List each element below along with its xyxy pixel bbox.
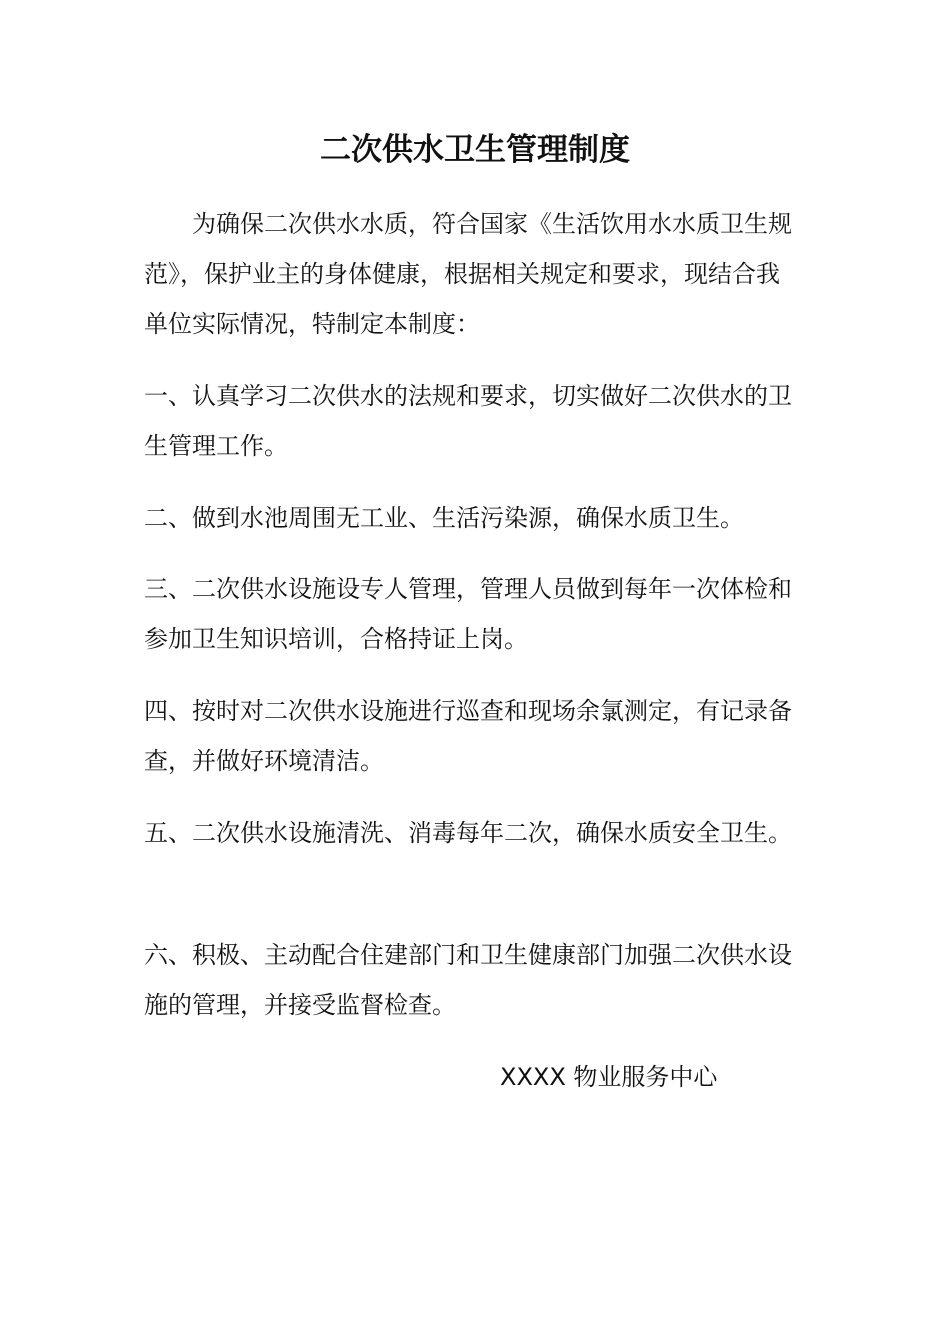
rule-item-5: 五、二次供水设施清洗、消毒每年二次，确保水质安全卫生。 bbox=[144, 819, 792, 847]
rule-item-6: 六、积极、主动配合住建部门和卫生健康部门加强二次供水设施的管理，并接受监督检查。 bbox=[144, 941, 792, 1019]
rule-item-1: 一、认真学习二次供水的法规和要求，切实做好二次供水的卫生管理工作。 bbox=[144, 382, 792, 460]
rule-item-2: 二、做到水池周围无工业、生活污染源，确保水质卫生。 bbox=[144, 504, 744, 532]
intro-paragraph: 为确保二次供水水质，符合国家《生活饮用水水质卫生规范》，保护业主的身体健康，根据相关规定和要求，现结合我单位实际情况，特制定本制度： bbox=[144, 210, 792, 338]
document-title: 二次供水卫生管理制度 bbox=[320, 132, 630, 168]
rule-item-4: 四、按时对二次供水设施进行巡查和现场余氯测定，有记录备查，并做好环境清洁。 bbox=[144, 697, 792, 775]
rule-item-3: 三、二次供水设施设专人管理，管理人员做到每年一次体检和参加卫生知识培训，合格持证上岗。 bbox=[144, 575, 792, 653]
signature: XXXX 物业服务中心 bbox=[500, 1063, 718, 1091]
